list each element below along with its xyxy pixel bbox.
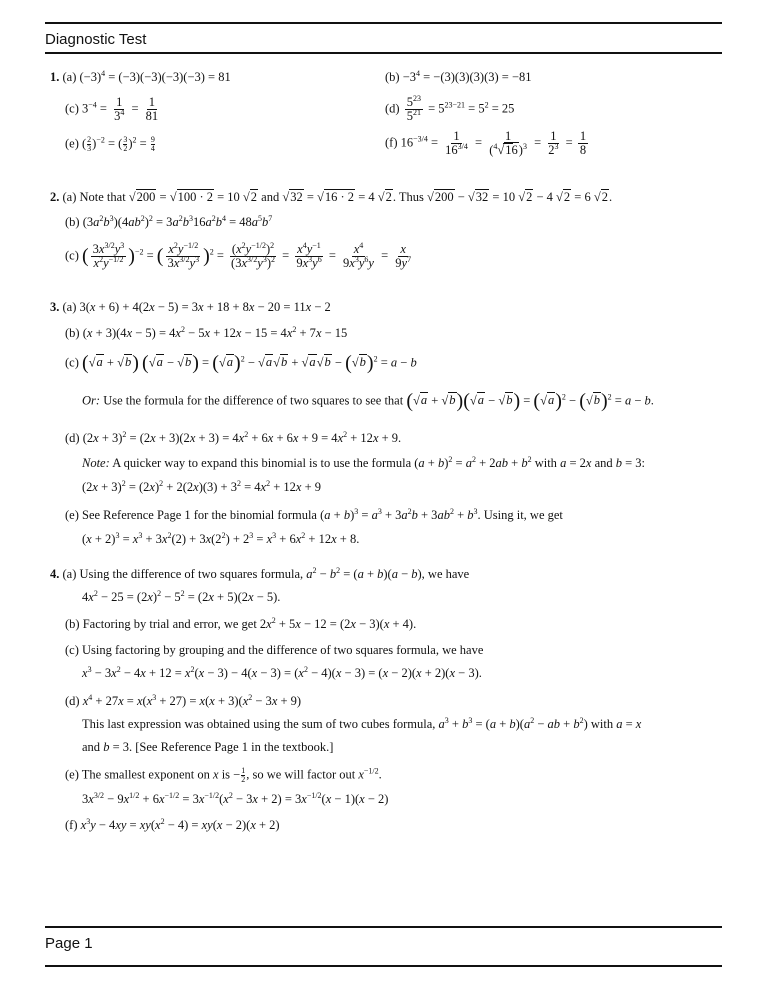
p1-e: (e) ( $\frac{2}{3}$ )$^{-2}$ = ( $\frac{3}{2}$ )$^2$ = $\frac{9}{4}$ [65, 135, 155, 153]
p4-d-text1: This last expression was obtained using the sum of two cubes formula, $a^3 + b^3 = (a + b)(a^2$ − ab + $b^2$) with a = x [82, 716, 642, 731]
p4-b: (b) Factoring by trial and error, we get $2x^2 + 5x - 12 = (2x - 3)(x + 4)$. [65, 616, 417, 631]
p4-a-eq: $4x^2 - 25 = (2x)^2 - 5^2 = (2x + 5)(2x - 5)$. [82, 589, 281, 604]
p3-e: (e) See Reference Page 1 for the binomial formula $(a + b)^3 = a^3 + 3a^2b + 3ab^2 + b^3$. Using it, we get [65, 507, 563, 522]
p4-f: (f) $x^3y - 4xy = xy(x^2 - 4) = xy(x - 2)(x + 2)$ [65, 817, 280, 832]
p3-c-or: Or: Use the formula for the difference of two squares to see that $(√a + √b)(√a - √b) = (√a)^2 - (√b)^2 = a - b$. [82, 390, 654, 412]
note-label: Note: [82, 456, 110, 470]
p4-c-eq: $x^3 - 3x^2 - 4x + 12 = x^2(x - 3) - 4(x - 3) = (x^2 - 4)(x - 3) = (x - 2)(x + 2)(x - 3)$. [82, 665, 482, 680]
p4-c: (c) Using factoring by grouping and the difference of two squares formula, we have [65, 643, 484, 657]
p3-d-note: Note: A quicker way to expand this binomial is to use the formula $(a + b)^2 = a^2 + 2ab + b^2$ with a = 2x and b = 3: [82, 455, 646, 470]
p1-d: (d) $\frac{5^{23}}{5^{21}}$ = $5^{23-21} = 5^2 = 25$ [385, 94, 515, 124]
p3-d-note-eq: $(2x + 3)^2 = (2x)^2 + 2(2x)(3) + 3^2 = 4x^2 + 12x + 9$ [82, 479, 322, 494]
p3-a: 3. (a) 3(x + 6) + 4(2x − 5) = 3x + 18 + 8x − 20 = 11x − 2 [50, 300, 331, 314]
problem-number: 2. [50, 190, 60, 204]
problem-number: 1. [50, 70, 60, 84]
header-top-rule [45, 22, 722, 24]
p4-d-text2: and b = 3. [See Reference Page 1 in the textbook.] [82, 740, 334, 754]
p3-d: (d) $(2x + 3)^2 = (2x + 3)(2x + 3) = 4x^2 + 6x + 6x + 9 = 4x^2 + 12x + 9$. [65, 430, 402, 445]
p1-f: (f) $16^{-3/4}$ = $\frac{1}{16^{3/4}}$ = $\frac{1}{(^4√16)^3}$ = $\frac{1}{2^3}$ = $\frac{1}{8}$ [385, 129, 587, 158]
page-title: Diagnostic Test [45, 31, 147, 48]
p4-d: (d) $x^4 + 27x = x(x^3 + 27) = x(x + 3)(x^2 - 3x + 9)$ [65, 693, 302, 708]
footer-top-rule [45, 926, 722, 928]
or-label: Or: [82, 393, 101, 408]
p1-a: 1. (a) $(-3)^4 = (-3)(-3)(-3)(-3) = 81$ [50, 69, 231, 84]
problem-number: 4. [50, 567, 60, 581]
p4-e-eq: $3x^{3/2} - 9x^{1/2} + 6x^{-1/2} = 3x^{-1/2}(x^2 - 3x + 2) = 3x^{-1/2}(x - 1)(x - 2)$ [82, 791, 389, 806]
problem-number: 3. [50, 300, 60, 314]
p4-a: 4. (a) Using the difference of two squares formula, $a^2 - b^2 = (a + b)(a - b)$, we have [50, 566, 470, 581]
p3-b: (b) $(x + 3)(4x - 5) = 4x^2 - 5x + 12x - 15 = 4x^2 + 7x - 15$ [65, 325, 348, 340]
p2-c: (c) ( $\frac{3x^{3/2}y^3}{x^2y^{-1/2}}$ )$^{-2}$ = ( $\frac{x^2y^{-1/2}}{3x^{3/2}y^3}$ )$^2$ = $\frac{(x^2y^{-1/2})^2}{(3x^{3/2}y^3)^2}$ = $\frac{x^4y^{-1}}{9x^3y^6}$ = $\frac{x^4}{9x^3y^6y}$ = $\frac{x}{9y^7}$ [65, 241, 412, 271]
p1-b: $(b) -3^4 = -(3)(3)(3)(3) = -81$ [385, 69, 532, 84]
p3-e-eq: $(x + 2)^3 = x^3 + 3x^2(2) + 3x(2^2) + 2^3 = x^3 + 6x^2 + 12x + 8$. [82, 531, 360, 546]
page-number: Page 1 [45, 935, 93, 952]
footer-bottom-rule [45, 965, 722, 967]
header-bottom-rule [45, 52, 722, 54]
p2-b: (b) $(3a^2b^3)(4ab^2)^2 = 3a^2b^316a^2b^4 = 48a^5b^7$ [65, 214, 273, 229]
p3-c: (c) (√a + √b) $(√a - √b) = (√a)^2 - √a√b + √a√b - (√b)^2 = a - b$ [65, 352, 417, 374]
p2-a: 2. (a) Note that √200 = √100 · 2 = 10 √2 and √32 = √16 · 2 = 4 √2. Thus √200 − √32 = 10 √2 − 4 √2 = 6 √2. [50, 190, 613, 204]
p1-c: (c) $3^{-4}$ = $\frac{1}{3^4}$ = $\frac{1}{81}$ [65, 95, 159, 124]
p4-e: (e) The smallest exponent on x is − $\frac{1}{2}$ , so we will factor out $x^{-1/2}$. [65, 766, 382, 784]
